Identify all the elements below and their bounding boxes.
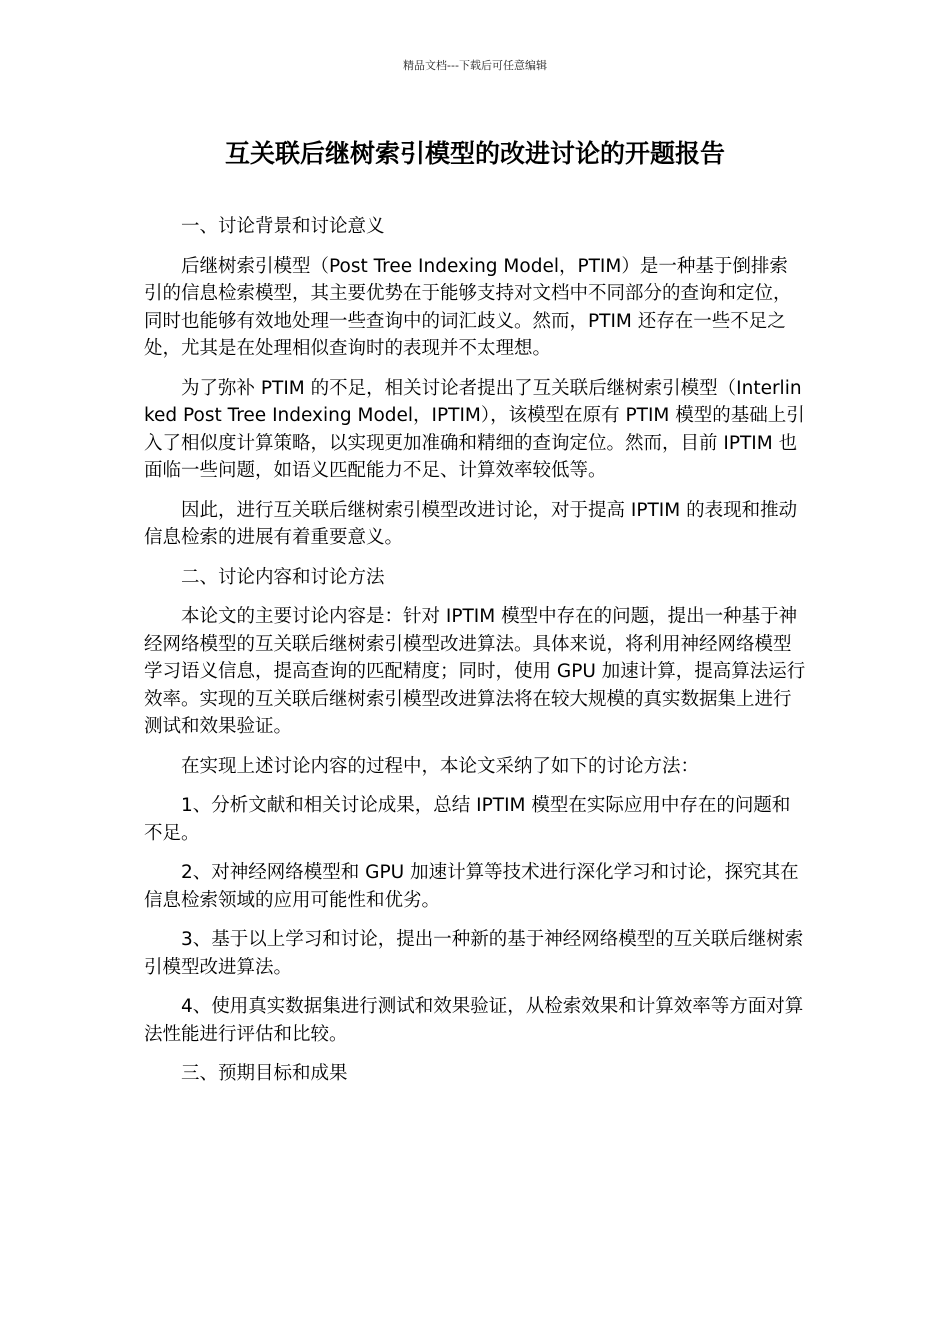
method-item-2: 2、对神经网络模型和 GPU 加速计算等技术进行深化学习和讨论，探究其在信息检索领域的应用可能性和优劣。 xyxy=(144,862,799,911)
document-title: 互关联后继树索引模型的改进讨论的开题报告 xyxy=(224,139,725,168)
document-body xyxy=(144,213,806,1100)
paragraph-significance: 因此，进行互关联后继树索引模型改进讨论，对于提高 IPTIM 的表现和推动信息检索的进展有着重要意义。 xyxy=(144,499,798,548)
paragraph-method-intro: 在实现上述讨论内容的过程中，本论文采纳了如下的讨论方法： xyxy=(181,755,700,777)
section-heading-goals: 三、预期目标和成果 xyxy=(181,1063,348,1084)
method-item-1: 1、分析文献和相关讨论成果，总结 IPTIM 模型在实际应用中存在的问题和不足。 xyxy=(144,795,791,844)
section-heading-background: 一、讨论背景和讨论意义 xyxy=(181,216,385,237)
section-heading-content-method: 二、讨论内容和讨论方法 xyxy=(181,566,385,588)
page-header-note: 精品文档---下载后可任意编辑 xyxy=(403,59,547,72)
paragraph-iptim-intro: 为了弥补 PTIM 的不足，相关讨论者提出了互关联后继树索引模型（Interlinked Post Tree Indexing Model，IPTIM），该模型在原有 PTIM 模型的基础上引入了相似度计算策略，以实现更加准确和精细的查询定位。然而，目前 IPTIM 也面临一些问题，如语义匹配能力不足、计算效率较低等。 xyxy=(144,377,805,481)
method-item-3: 3、基于以上学习和讨论，提出一种新的基于神经网络模型的互关联后继树索引模型改进算法。 xyxy=(144,929,804,978)
paragraph-main-content: 本论文的主要讨论内容是：针对 IPTIM 模型中存在的问题，提出一种基于神经网络模型的互关联后继树索引模型改进算法。具体来说，将利用神经网络模型学习语义信息，提高查询的匹配精度；同时，使用 GPU 加速计算，提高算法运行效率。实现的互关联后继树索引模型改进算法将在较大规模的真实数据集上进行测试和效果验证。 xyxy=(144,606,806,737)
method-item-4: 4、使用真实数据集进行测试和效果验证，从检索效果和计算效率等方面对算法性能进行评估和比较。 xyxy=(144,996,804,1045)
paragraph-ptim-intro: 后继树索引模型（Post Tree Indexing Model，PTIM）是一种基于倒排索引的信息检索模型，其主要优势在于能够支持对文档中不同部分的查询和定位，同时也能够有效地处理一些查询中的词汇歧义。然而，PTIM 还存在一些不足之处，尤其是在处理相似查询时的表现并不太理想。 xyxy=(144,255,792,359)
